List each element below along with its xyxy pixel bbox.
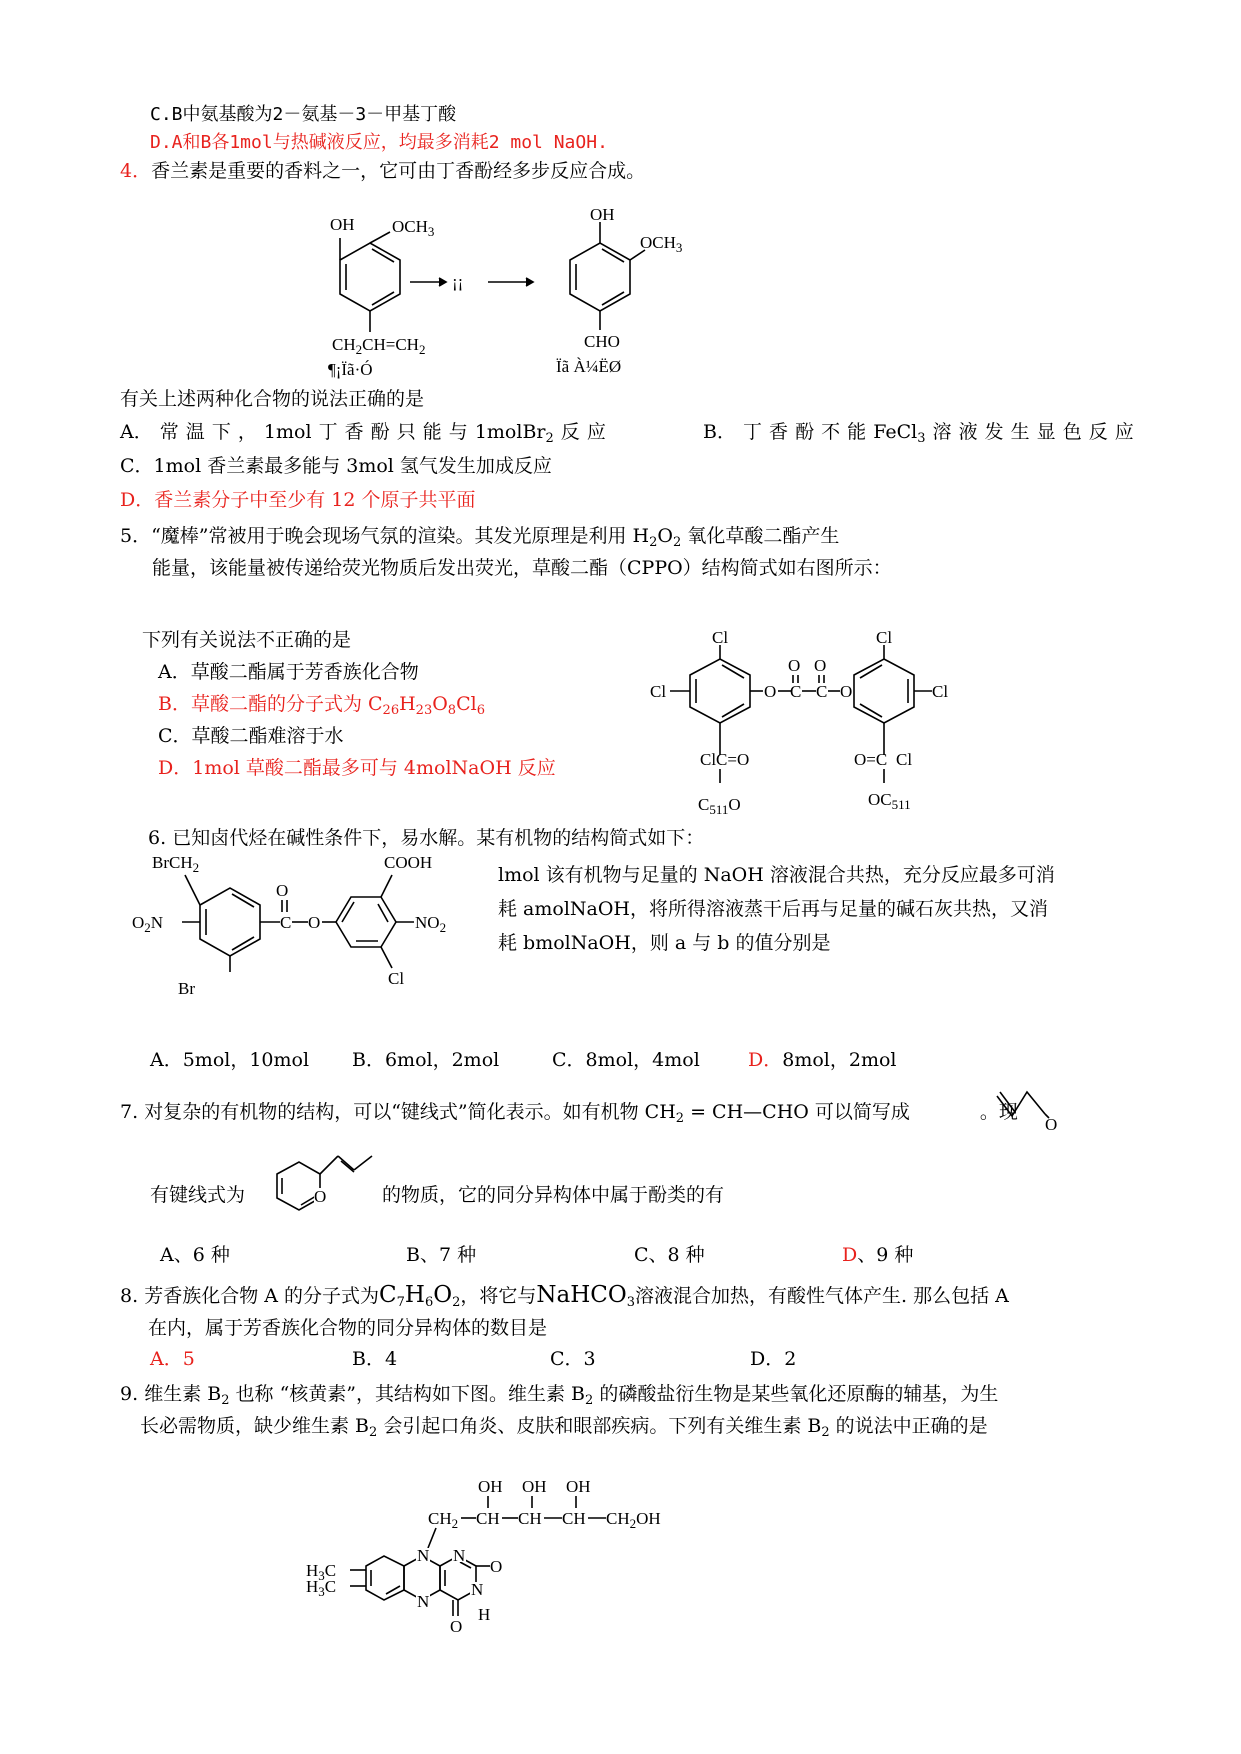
q8-stem: 8. 芳香族化合物 A 的分子式为$C_7H_6O_2$，将它与NaHCO$_3$溶液混合加热，有酸性气体产生. 那么包括 A	[120, 1282, 1009, 1310]
svg-text:C: C	[816, 682, 828, 701]
q4-number: 4．	[120, 160, 152, 182]
q6-option-b: B．6mol，2mol	[352, 1049, 500, 1071]
svg-text:O: O	[788, 656, 801, 675]
q7-pyran-skeletal	[262, 1152, 380, 1222]
q6-desc-line2: 耗 amolNaOH，将所得溶液蒸干后再与足量的碱石灰共热，又消	[498, 898, 1048, 920]
svg-text:O: O	[764, 682, 777, 701]
och3-label: $OCH_3$	[392, 217, 435, 239]
svg-text:N: N	[417, 1546, 430, 1565]
svg-text:H: H	[478, 1605, 491, 1624]
svg-text:C511O: $C_511O$	[698, 795, 741, 817]
q6-desc-line1: lmol 该有机物与足量的 NaOH 溶液混合共热，充分反应最多可消	[498, 864, 1055, 886]
q4-stem: 4．香兰素是重要的香料之一，它可由丁香酚经多步反应合成。	[120, 160, 646, 182]
svg-text:C: C	[790, 682, 802, 701]
q6-desc-line3: 耗 bmolNaOH，则 a 与 b 的值分别是	[498, 932, 831, 954]
q4-option-d: D．香兰素分子中至少有 12 个原子共平面	[120, 489, 476, 511]
svg-text:O: O	[490, 1557, 503, 1576]
svg-text:CH: CH	[476, 1509, 500, 1528]
svg-text:OH: OH	[522, 1477, 547, 1496]
q4-vanillin-structure	[520, 205, 700, 385]
q7-option-b: B、7 种	[406, 1244, 477, 1266]
q4-eugenol-structure	[290, 210, 490, 385]
q8-line2: 在内，属于芳香族化合物的同分异构体的数目是	[148, 1317, 548, 1339]
svg-text:NO2: $NO_2$	[415, 913, 447, 935]
q6-option-d: D．8mol，2mol	[748, 1049, 897, 1071]
svg-text:Cl: Cl	[712, 628, 729, 647]
q8-option-a: A．5	[150, 1348, 195, 1370]
svg-text:ClC=O: ClC=O	[700, 750, 750, 769]
svg-text:Cl: Cl	[876, 628, 893, 647]
q7-stem: 7. 对复杂的有机物的结构，可以“键线式”简化表示。如有机物 $CH_2$ = CH—CHO 可以简写成 。现	[120, 1101, 1018, 1126]
q5-lead: 下列有关说法不正确的是	[142, 629, 352, 651]
svg-text:¡­¡­: ¡¡	[452, 272, 464, 291]
q4-lead: 有关上述两种化合物的说法正确的是	[120, 388, 425, 410]
q5-option-a: A．草酸二酯属于芳香族化合物	[158, 661, 419, 683]
svg-text:CHO: CHO	[584, 332, 620, 351]
svg-text:O: O	[814, 656, 827, 675]
svg-text:OH: OH	[330, 215, 355, 234]
svg-text:OH: OH	[590, 205, 615, 224]
q8-option-b: B．4	[352, 1348, 398, 1370]
svg-text:Cl: Cl	[388, 969, 405, 988]
svg-text:BrCH2: BrCH$_2$	[152, 853, 200, 875]
svg-text:O: O	[450, 1617, 463, 1636]
vanillin-name: Ïã À¼ËØ	[556, 357, 622, 376]
svg-text:N: N	[471, 1580, 484, 1599]
svg-text:O: O	[1045, 1115, 1058, 1134]
q6-option-a: A．5mol，10mol	[150, 1049, 310, 1071]
q4-option-b: B． 丁 香 酚 不 能 FeCl$_3$ 溶 液 发 生 显 色 反 应	[703, 421, 1134, 446]
eugenol-name: ¶¡Ïã·Ó	[328, 360, 373, 379]
q5-cppo-structure	[640, 628, 980, 817]
svg-text:O=C: O=C	[854, 750, 888, 769]
svg-text:Br: Br	[178, 979, 195, 998]
svg-text:OCH3: $OCH_3$	[640, 233, 683, 255]
svg-text:O: O	[308, 913, 321, 932]
q5-option-d: D．1mol 草酸二酯最多可与 4molNaOH 反应	[158, 757, 556, 779]
q4-option-c: C．1mol 香兰素最多能与 3mol 氢气发生加成反应	[120, 455, 552, 477]
q8-option-c: C．3	[550, 1348, 596, 1370]
svg-text:CH2OH: $CH_2OH$	[606, 1509, 661, 1531]
q7-acrolein-skeletal	[997, 1086, 1065, 1134]
svg-text:Cl: Cl	[896, 750, 913, 769]
q5-option-b: B．草酸二酯的分子式为 $C_{26}H_{23}O_8Cl_6$	[158, 693, 485, 718]
q8-option-d: D．2	[750, 1348, 797, 1370]
q7-line2-a: 有键线式为	[150, 1184, 246, 1206]
q6-structure	[130, 850, 500, 1005]
svg-text:C: C	[280, 913, 292, 932]
svg-text:N: N	[453, 1546, 466, 1565]
svg-text:Cl: Cl	[932, 682, 949, 701]
q3-option-d: D.A和B各1mol与热碱液反应，均最多消耗2 mol NaOH.	[150, 132, 608, 153]
svg-text:N: N	[417, 1592, 430, 1611]
svg-text:O: O	[840, 682, 853, 701]
svg-text:Cl: Cl	[650, 682, 667, 701]
q6-stem: 6. 已知卤代烃在碱性条件下，易水解。某有机物的结构简式如下：	[148, 827, 705, 849]
svg-text:CH: CH	[518, 1509, 542, 1528]
svg-text:OH: OH	[478, 1477, 503, 1496]
svg-text:O2N: $O_2N$	[132, 913, 164, 935]
q4-option-a: A． 常 温 下 ， 1mol 丁 香 酚 只 能 与 1molBr$_2$ 反 应	[120, 421, 606, 446]
q9-stem-line1: 9. 维生素 $B_2$ 也称 “核黄素”，其结构如下图。维生素 $B_2$ 的磷酸盐衍生物是某些氧化还原酶的辅基，为生	[120, 1383, 999, 1408]
svg-text:OH: OH	[566, 1477, 591, 1496]
svg-text:CH: CH	[562, 1509, 586, 1528]
q7-line2-b: 的物质，它的同分异构体中属于酚类的有	[382, 1184, 725, 1206]
svg-text:COOH: COOH	[384, 853, 433, 872]
q3-option-c: C.B中氨基酸为2－氨基－3－甲基丁酸	[150, 104, 457, 125]
q9-stem-line2: 长必需物质，缺少维生素 $B_2$ 会引起口角炎、皮肤和眼部疾病。下列有关维生素 $B_2$ 的说法中正确的是	[140, 1415, 988, 1440]
q7-option-c: C、8 种	[634, 1244, 705, 1266]
svg-text:CH2CH=CH2: $CH_2CH=CH_2$	[332, 335, 426, 357]
q9-riboflavin-structure	[306, 1477, 698, 1678]
svg-text:OC511: $OC_511$	[868, 790, 911, 812]
q5-stem-line2: 能量，该能量被传递给荧光物质后发出荧光，草酸二酯（CPPO）结构简式如右图所示：	[152, 557, 892, 579]
svg-text:H3C: $H_3C$	[306, 1561, 337, 1583]
q5-stem-line1: 5．“魔棒”常被用于晚会现场气氛的渲染。其发光原理是利用 $H_2O_2$ 氧化草酸二酯产生	[120, 525, 840, 550]
svg-text:H3C: $H_3C$	[306, 1577, 337, 1599]
svg-text:CH2: $CH_2$	[428, 1509, 459, 1531]
q6-option-c: C．8mol，4mol	[552, 1049, 700, 1071]
q7-option-d: D、9 种	[842, 1244, 914, 1266]
svg-text:O: O	[276, 881, 289, 900]
q5-option-c: C．草酸二酯难溶于水	[158, 725, 344, 747]
svg-text:O: O	[314, 1187, 327, 1206]
q7-option-a: A、6 种	[160, 1244, 230, 1266]
